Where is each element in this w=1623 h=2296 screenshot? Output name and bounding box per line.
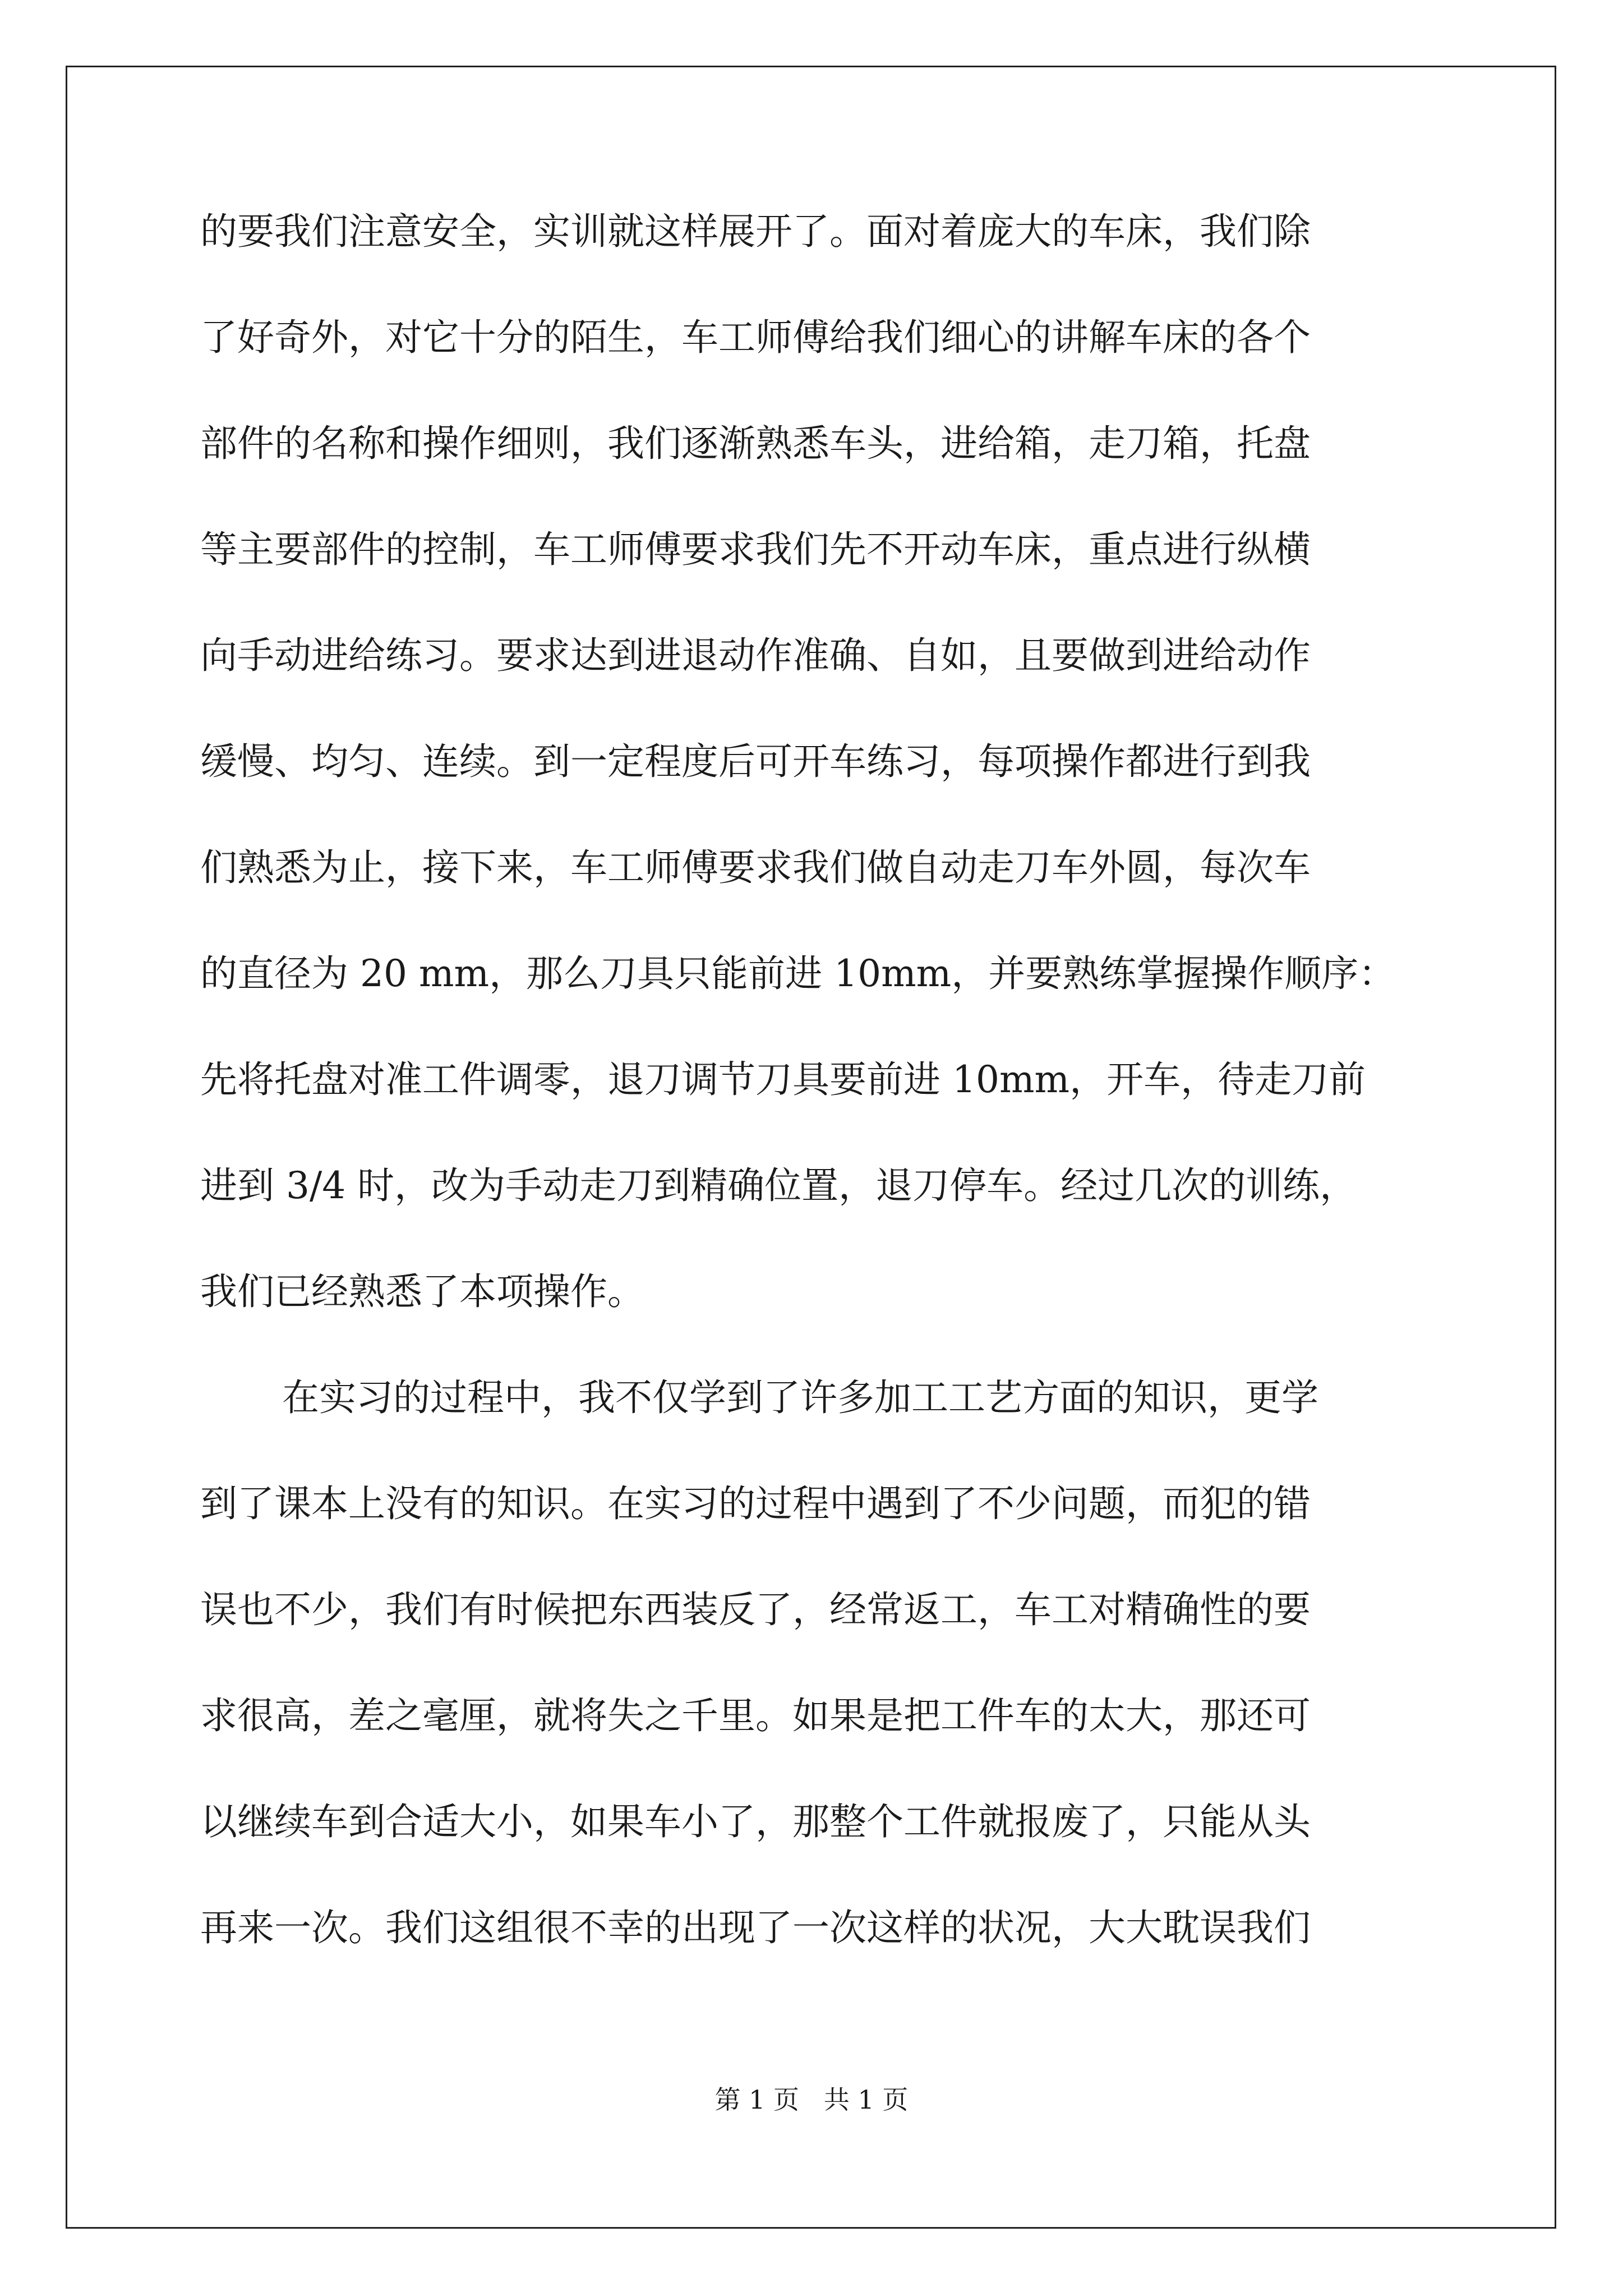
text-line: 到了课本上没有的知识。在实习的过程中遇到了不少问题，而犯的错 (200, 1482, 1311, 1525)
text-line: 误也不少，我们有时候把东西装反了，经常返工，车工对精确性的要 (200, 1588, 1311, 1631)
text-line: 进到 3/4 时，改为手动走刀到精确位置，退刀停车。经过几次的训练， (200, 1164, 1357, 1207)
text-line: 了好奇外，对它十分的陌生，车工师傅给我们细心的讲解车床的各个 (200, 316, 1311, 359)
text-line: 们熟悉为止，接下来，车工师傅要求我们做自动走刀车外圆，每次车 (200, 846, 1311, 889)
page-footer: 第 1 页 共 1 页 (714, 2085, 909, 2115)
text-line: 我们已经熟悉了本项操作。 (200, 1270, 644, 1313)
paragraph-first-line: 在实习的过程中，我不仅学到了许多加工工艺方面的知识，更学 (282, 1376, 1318, 1419)
text-line: 缓慢、均匀、连续。到一定程度后可开车练习，每项操作都进行到我 (200, 740, 1311, 783)
text-line: 求很高，差之毫厘，就将失之千里。如果是把工件车的太大，那还可 (200, 1694, 1311, 1737)
text-line: 等主要部件的控制，车工师傅要求我们先不开动车床，重点进行纵横 (200, 528, 1311, 571)
document-body (200, 210, 1434, 2016)
text-line: 向手动进给练习。要求达到进退动作准确、自如，且要做到进给动作 (200, 634, 1311, 677)
text-line: 以继续车到合适大小，如果车小了，那整个工件就报废了，只能从头 (200, 1800, 1311, 1843)
text-line: 再来一次。我们这组很不幸的出现了一次这样的状况，大大耽误我们 (200, 1906, 1311, 1949)
text-line: 的要我们注意安全，实训就这样展开了。面对着庞大的车床，我们除 (200, 210, 1311, 253)
text-line: 的直径为 20 mm，那么刀具只能前进 10mm，并要熟练掌握操作顺序： (200, 952, 1396, 995)
text-line: 部件的名称和操作细则，我们逐渐熟悉车头，进给箱，走刀箱，托盘 (200, 422, 1311, 465)
text-line: 先将托盘对准工件调零，退刀调节刀具要前进 10mm，开车，待走刀前 (200, 1058, 1366, 1101)
